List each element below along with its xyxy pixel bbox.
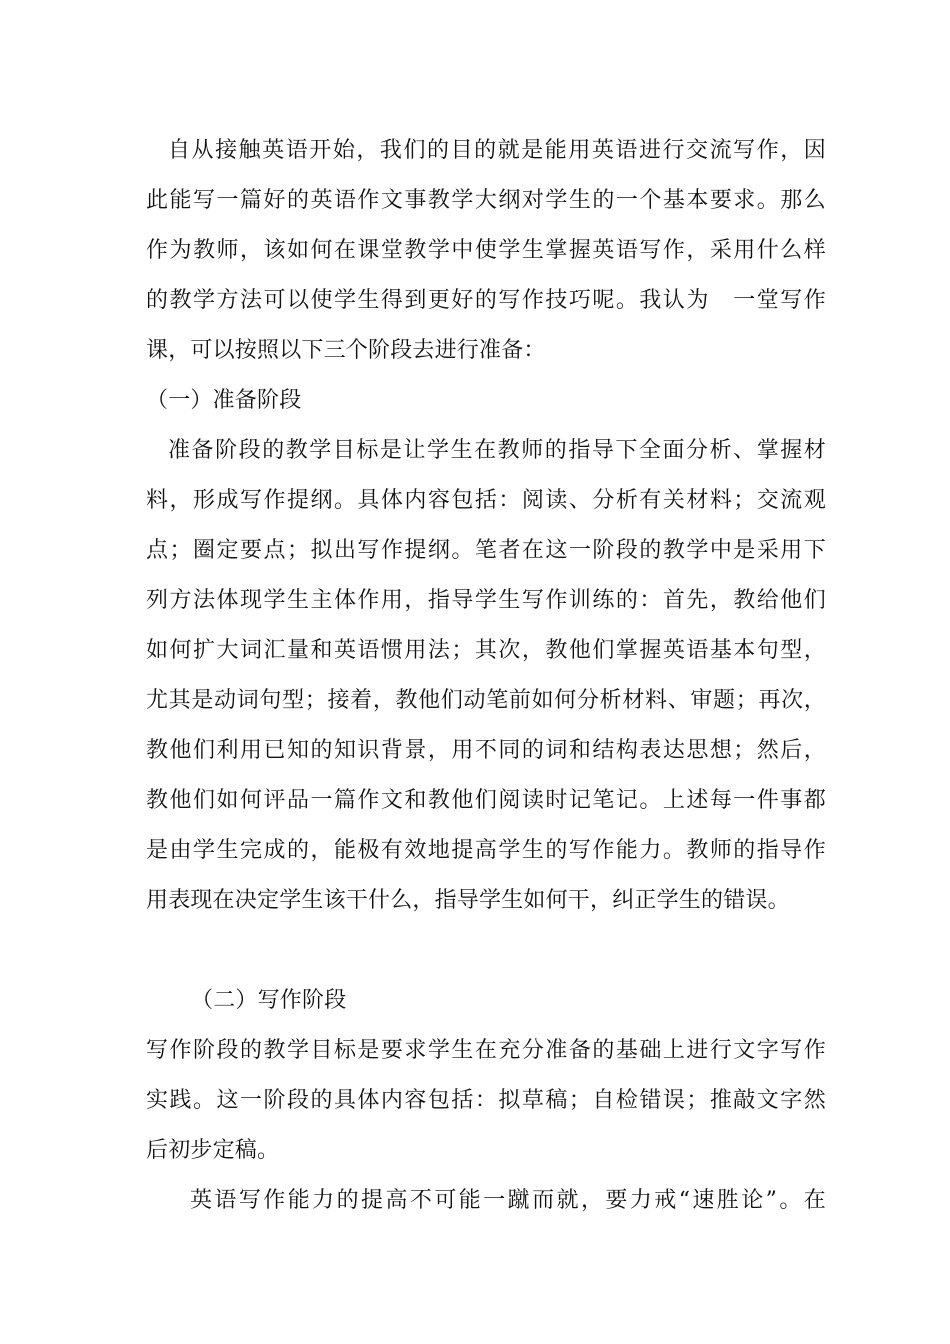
- intro-line-4: 的教学方法可以使学生得到更好的写作技巧呢。我认为 一堂写作: [146, 288, 826, 313]
- prep-line-5: 如何扩大词汇量和英语惯用法；其次，教他们掌握英语基本句型，: [146, 638, 826, 663]
- last-line-1: 英语写作能力的提高不可能一蹴而就，要力戒“速胜论”。在: [190, 1188, 826, 1213]
- prep-line-1: 准备阶段的教学目标是让学生在教师的指导下全面分析、掌握材: [168, 438, 826, 463]
- section-heading-prep: （一）准备阶段: [146, 388, 302, 413]
- prep-line-9: 是由学生完成的，能极有效地提高学生的写作能力。教师的指导作: [146, 838, 826, 863]
- prep-line-7: 教他们利用已知的知识背景，用不同的词和结构表达思想；然后，: [146, 738, 826, 763]
- intro-line-5: 课，可以按照以下三个阶段去进行准备：: [146, 338, 546, 363]
- prep-line-8: 教他们如何评品一篇作文和教他们阅读时记笔记。上述每一件事都: [146, 788, 826, 813]
- intro-line-2: 此能写一篇好的英语作文事教学大纲对学生的一个基本要求。那么: [146, 188, 826, 213]
- prep-line-10: 用表现在决定学生该干什么，指导学生如何干，纠正学生的错误。: [146, 888, 790, 913]
- section-heading-writing: （二）写作阶段: [191, 988, 347, 1013]
- prep-line-3: 点；圈定要点；拟出写作提纲。笔者在这一阶段的教学中是采用下: [146, 538, 826, 563]
- intro-line-3: 作为教师，该如何在课堂教学中使学生掌握英语写作，采用什么样: [146, 238, 826, 263]
- writing-line-2: 实践。这一阶段的具体内容包括：拟草稿；自检错误；推敲文字然: [146, 1088, 826, 1113]
- intro-line-1: 自从接触英语开始，我们的目的就是能用英语进行交流写作，因: [168, 138, 826, 163]
- prep-line-2: 料，形成写作提纲。具体内容包括：阅读、分析有关材料；交流观: [146, 488, 826, 513]
- writing-line-3: 后初步定稿。: [146, 1138, 280, 1163]
- prep-line-6: 尤其是动词句型；接着，教他们动笔前如何分析材料、审题；再次，: [146, 688, 826, 713]
- prep-line-4: 列方法体现学生主体作用，指导学生写作训练的：首先，教给他们: [146, 588, 826, 613]
- writing-line-1: 写作阶段的教学目标是要求学生在充分准备的基础上进行文字写作: [146, 1038, 826, 1063]
